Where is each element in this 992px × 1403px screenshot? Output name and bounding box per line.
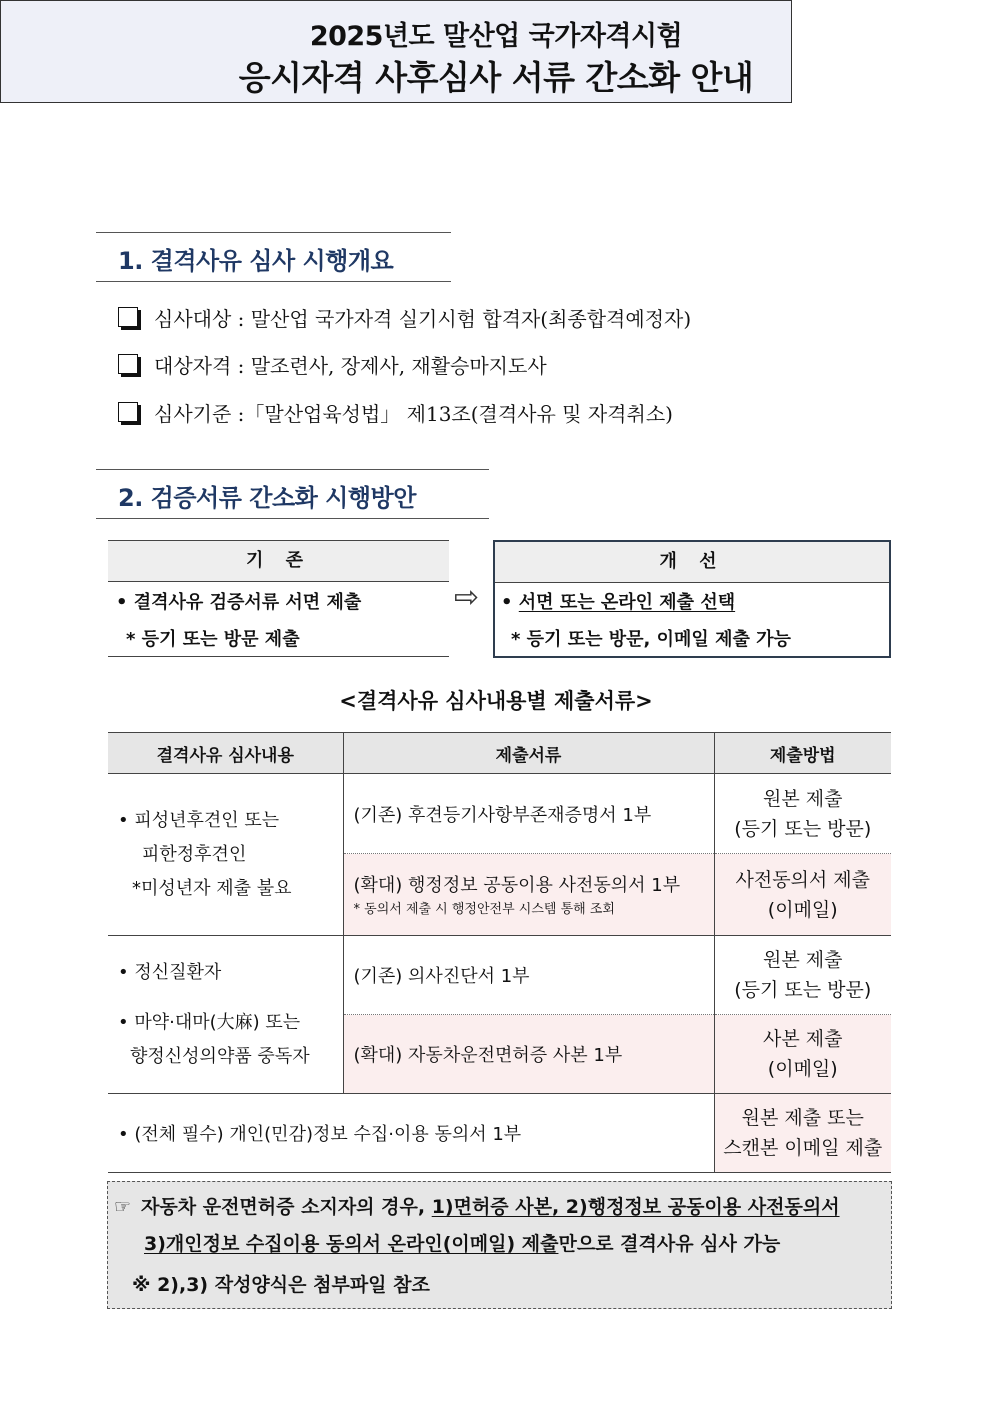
before-line-2: * 등기 또는 방문 제출 bbox=[126, 629, 300, 650]
group2-method1-line-2: (등기 또는 방문) bbox=[734, 979, 872, 1001]
note-line-1-underlined: 1)면허증 사본, 2)행정정보 공동이용 사전동의서 bbox=[431, 1196, 840, 1218]
group3-method-line-2: 스캔본 이메일 제출 bbox=[723, 1137, 883, 1159]
section-1-header bbox=[96, 232, 451, 282]
checkbox-square-icon bbox=[118, 307, 138, 327]
group1-doc2: (확대) 행정정보 공동이용 사전동의서 1부 bbox=[353, 874, 681, 896]
after-box bbox=[493, 540, 891, 658]
after-line-1 bbox=[501, 588, 735, 614]
group2-content-line-3: 향정신성의약품 중독자 bbox=[130, 1045, 310, 1067]
note-line-1-plain: 자동차 운전면허증 소지자의 경우, bbox=[141, 1196, 432, 1218]
group2-method2-line-2: (이메일) bbox=[767, 1058, 838, 1080]
group3-content-cell bbox=[108, 1094, 714, 1173]
group2-method1-line-1: 원본 제출 bbox=[763, 949, 843, 971]
after-line-1-text: 서면 또는 온라인 제출 선택 bbox=[518, 592, 736, 613]
section-2-heading: 2. 검증서류 간소화 시행방안 bbox=[118, 484, 416, 512]
group1-method2-line-1: 사전동의서 제출 bbox=[735, 868, 871, 891]
group3-content: • (전체 필수) 개인(민감)정보 수집·이용 동의서 1부 bbox=[118, 1124, 522, 1145]
group2-doc2: (확대) 자동차운전면허증 사본 1부 bbox=[353, 1045, 623, 1066]
group1-doc2-cell bbox=[343, 854, 714, 936]
checkbox-square-icon bbox=[118, 402, 138, 422]
after-line-2: * 등기 또는 방문, 이메일 제출 가능 bbox=[511, 629, 791, 650]
group1-method2-line-2: (이메일) bbox=[767, 898, 838, 921]
note-line-3: ※ 2),3) 작성양식은 첨부파일 참조 bbox=[132, 1274, 430, 1296]
note-line-1 bbox=[114, 1192, 840, 1219]
group2-doc1: (기존) 의사진단서 1부 bbox=[353, 966, 530, 987]
table-row bbox=[108, 1094, 891, 1173]
group2-content-cell bbox=[108, 936, 343, 1094]
group2-doc1-cell bbox=[343, 936, 714, 1015]
group2-method2-cell bbox=[714, 1015, 891, 1094]
group2-content-line-1: • 정신질환자 bbox=[118, 961, 222, 983]
group1-content-line-2: 피한정후견인 bbox=[142, 843, 247, 865]
note-line-2-plain: 만으로 결격사유 심사 가능 bbox=[558, 1233, 781, 1255]
group1-content-line-1: • 피성년후견인 또는 bbox=[118, 809, 280, 831]
note-line-2 bbox=[144, 1229, 780, 1256]
column-header-method: 제출방법 bbox=[714, 733, 891, 774]
group1-method2-cell bbox=[714, 854, 891, 936]
column-header-content: 결격사유 심사내용 bbox=[108, 733, 343, 774]
group1-content-cell bbox=[108, 774, 343, 936]
table-row bbox=[108, 774, 891, 854]
group1-doc1-cell bbox=[343, 774, 714, 854]
note-line-2-underlined: 3)개인정보 수집이용 동의서 온라인(이메일) 제출 bbox=[144, 1233, 559, 1255]
after-header: 개 선 bbox=[495, 542, 889, 583]
before-box bbox=[108, 540, 449, 657]
overview-item-text: 심사대상 : 말산업 국가자격 실기시험 합격자(최종합격예정자) bbox=[154, 307, 692, 331]
before-line-1: • 결격사유 검증서류 서면 제출 bbox=[116, 592, 362, 613]
checkbox-square-icon bbox=[118, 354, 138, 374]
arrow-right-icon: ⇨ bbox=[454, 580, 480, 615]
table-header-row bbox=[108, 733, 891, 774]
title-box bbox=[0, 0, 792, 103]
before-header: 기 존 bbox=[108, 541, 449, 582]
section-1-heading: 1. 결격사유 심사 시행개요 bbox=[118, 247, 394, 275]
note-box bbox=[107, 1181, 892, 1309]
group3-method-cell bbox=[714, 1094, 891, 1173]
column-header-documents: 제출서류 bbox=[343, 733, 714, 774]
title-line-1: 2025년도 말산업 국가자격시험 bbox=[309, 21, 683, 52]
title-line-2: 응시자격 사후심사 서류 간소화 안내 bbox=[238, 58, 754, 97]
group1-doc1: (기존) 후견등기사항부존재증명서 1부 bbox=[353, 804, 652, 826]
group2-content-line-2: • 마약·대마(大麻) 또는 bbox=[118, 1011, 301, 1033]
after-line-1-bullet: • bbox=[501, 592, 519, 613]
group3-method-line-1: 원본 제출 또는 bbox=[741, 1107, 864, 1129]
group1-method1-cell bbox=[714, 774, 891, 854]
group1-content-line-3: *미성년자 제출 불요 bbox=[132, 877, 292, 899]
pointing-hand-icon: ☞ bbox=[114, 1196, 132, 1218]
group1-method1-line-2: (등기 또는 방문) bbox=[734, 817, 872, 840]
group2-method2-line-1: 사본 제출 bbox=[763, 1028, 843, 1050]
overview-item-text: 대상자격 : 말조련사, 장제사, 재활승마지도사 bbox=[154, 354, 547, 378]
section-2-header bbox=[96, 469, 489, 519]
documents-table bbox=[108, 732, 891, 1173]
table-row bbox=[108, 936, 891, 1015]
group2-method1-cell bbox=[714, 936, 891, 1015]
group1-method1-line-1: 원본 제출 bbox=[763, 787, 843, 810]
table-caption: <결격사유 심사내용별 제출서류> bbox=[339, 689, 653, 713]
overview-item-text: 심사기준 :「말산업육성법」 제13조(결격사유 및 자격취소) bbox=[154, 402, 673, 426]
group1-doc2-note: * 동의서 제출 시 행정안전부 시스템 통해 조회 bbox=[353, 901, 615, 917]
group2-doc2-cell bbox=[343, 1015, 714, 1094]
